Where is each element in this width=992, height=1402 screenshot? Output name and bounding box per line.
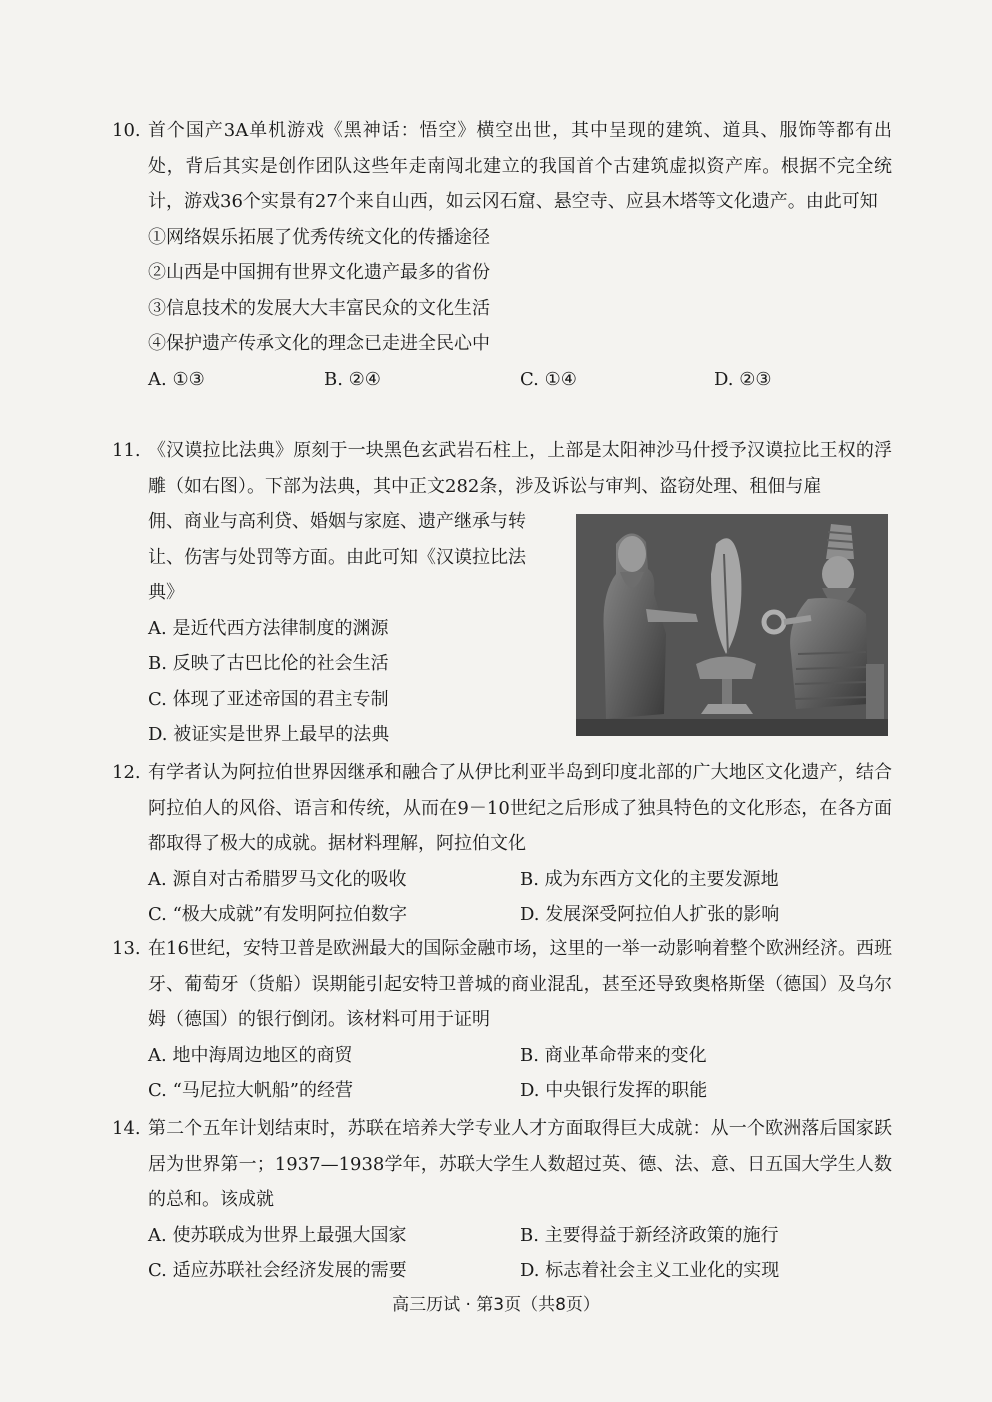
question-stem-top: 《汉谟拉比法典》原刻于一块黑色玄武岩石柱上，上部是太阳神沙马什授予汉谟拉比王权的浮雕（如右图）。下部为法典，其中正文282条，涉及诉讼与审判、盗窃处理、租佃与雇: [148, 440, 892, 497]
option-b[interactable]: B. 主要得益于新经济政策的施行: [520, 1224, 779, 1246]
option-a[interactable]: A. 地中海周边地区的商贸: [148, 1044, 353, 1066]
question-12: [112, 755, 892, 933]
option-c[interactable]: C. ①④: [520, 368, 577, 390]
statement-4: ④保护遗产传承文化的理念已走进全民心中: [148, 333, 490, 354]
option-c[interactable]: C. 体现了亚述帝国的君主专制: [148, 688, 389, 710]
option-a[interactable]: A. 使苏联成为世界上最强大国家: [148, 1224, 407, 1246]
question-number: 12.: [112, 762, 141, 783]
options: [148, 1218, 892, 1289]
question-stem: 首个国产3A单机游戏《黑神话：悟空》横空出世，其中呈现的建筑、道具、服饰等都有出处，背后其实是创作团队这些年走南闯北建立的我国首个古建筑虚拟资产库。根据不完全统计，游戏36个实景有27个来自山西，如云冈石窟、悬空寺、应县木塔等文化遗产。由此可知: [148, 120, 892, 212]
statement-2: ②山西是中国拥有世界文化遗产最多的省份: [148, 262, 490, 283]
hammurabi-relief-image: [576, 514, 888, 736]
option-b[interactable]: B. ②④: [324, 368, 381, 390]
question-stem: 第二个五年计划结束时，苏联在培养大学专业人才方面取得巨大成就：从一个欧洲落后国家跃居为世界第一；1937—1938学年，苏联大学生人数超过英、德、法、意、日五国大学生人数的总和。该成就: [148, 1118, 892, 1210]
option-b[interactable]: B. 成为东西方文化的主要发源地: [520, 868, 779, 890]
question-number: 10.: [112, 120, 141, 141]
statement-1: ①网络娱乐拓展了优秀传统文化的传播途径: [148, 226, 490, 248]
option-a[interactable]: A. ①③: [148, 368, 205, 390]
question-13: [112, 931, 892, 1109]
question-10: [112, 113, 892, 397]
option-c[interactable]: C. “极大成就”有发明阿拉伯数字: [148, 904, 407, 925]
option-c[interactable]: C. “马尼拉大帆船”的经营: [148, 1080, 353, 1101]
option-d[interactable]: D. 被证实是世界上最早的法典: [148, 724, 390, 745]
options: [148, 862, 892, 933]
question-number: 13.: [112, 938, 141, 959]
option-a[interactable]: A. 源自对古希腊罗马文化的吸收: [148, 868, 407, 890]
option-b[interactable]: B. 反映了古巴比伦的社会生活: [148, 653, 389, 674]
option-d[interactable]: D. 发展深受阿拉伯人扩张的影响: [520, 904, 780, 925]
statement-3: ③信息技术的发展大大丰富民众的文化生活: [148, 297, 490, 319]
options: [148, 1038, 892, 1109]
option-a[interactable]: A. 是近代西方法律制度的渊源: [148, 617, 389, 639]
option-c[interactable]: C. 适应苏联社会经济发展的需要: [148, 1260, 407, 1281]
option-d[interactable]: D. 中央银行发挥的职能: [520, 1080, 708, 1101]
options: [148, 362, 892, 398]
question-stem: 有学者认为阿拉伯世界因继承和融合了从伊比利亚半岛到印度北部的广大地区文化遗产，结合阿拉伯人的风俗、语言和传统，从而在9－10世纪之后形成了独具特色的文化形态，在各方面都取得了极大的成就。据材料理解，阿拉伯文化: [148, 762, 892, 854]
page-footer: 高三历试 · 第3页（共8页）: [392, 1295, 600, 1315]
question-14: [112, 1111, 892, 1289]
question-number: 14.: [112, 1118, 141, 1139]
option-d[interactable]: D. ②③: [714, 368, 772, 390]
question-number: 11.: [112, 440, 141, 461]
option-d[interactable]: D. 标志着社会主义工业化的实现: [520, 1260, 780, 1281]
question-stem: 在16世纪，安特卫普是欧洲最大的国际金融市场，这里的一举一动影响着整个欧洲经济。西班牙、葡萄牙（货船）误期能引起安特卫普城的商业混乱，甚至还导致奥格斯堡（德国）及乌尔姆（德国）的银行倒闭。该材料可用于证明: [148, 938, 892, 1030]
option-b[interactable]: B. 商业革命带来的变化: [520, 1044, 707, 1066]
question-stem-wrap: 佣、商业与高利贷、婚姻与家庭、遗产继承与转让、伤害与处罚等方面。由此可知《汉谟拉比法典》: [148, 511, 526, 603]
